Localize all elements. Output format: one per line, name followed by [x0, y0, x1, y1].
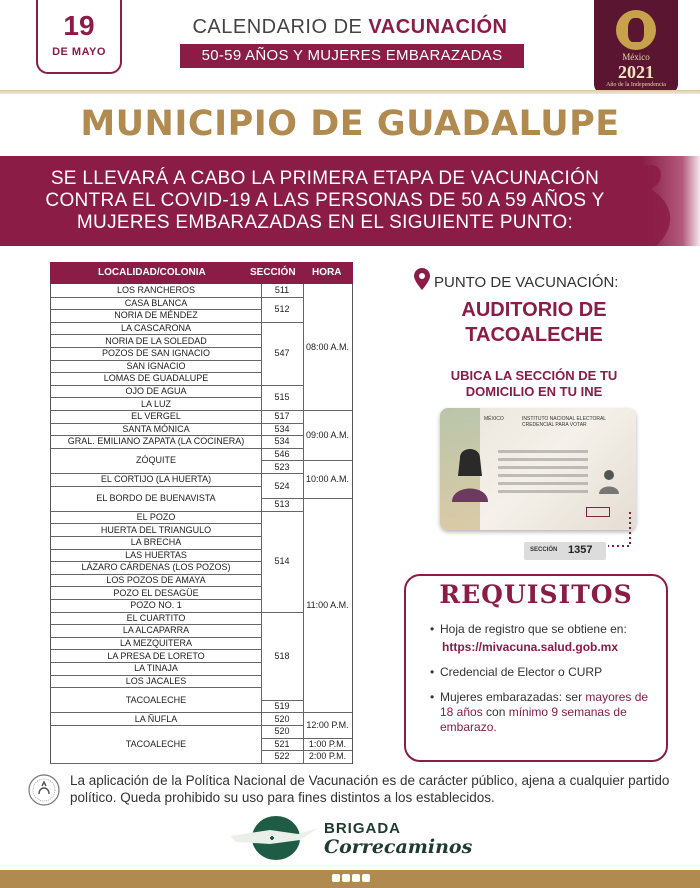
- title-bold: VACUNACIÓN: [368, 16, 508, 38]
- hora-cell: 08:00 A.M.: [305, 342, 350, 352]
- mexico-2021-logo: [594, 0, 678, 94]
- hora-cell: 1:00 P.M.: [308, 738, 347, 749]
- brigada-title: BRIGADA: [324, 820, 401, 837]
- location-pin-icon: [414, 268, 430, 290]
- ine-small-photo-icon: [598, 466, 620, 494]
- seccion-cell: 534: [274, 436, 290, 447]
- dotted-connector: [608, 512, 634, 552]
- seccion-cell: 513: [274, 499, 290, 510]
- localidad-cell: LÁZARO CÁRDENAS (LOS POZOS): [81, 562, 231, 573]
- localidad-cell: LOS JACALES: [125, 675, 187, 686]
- registration-link[interactable]: https://mivacuna.salud.gob.mx: [442, 640, 619, 654]
- social-icons: [332, 874, 370, 884]
- calendar-subtitle: 50-59 AÑOS Y MUJERES EMBARAZADAS: [180, 44, 524, 68]
- localidad-cell: LA BRECHA: [130, 537, 182, 548]
- section-callout-value: 1357: [568, 544, 593, 556]
- localidad-cell: LA ALCAPARRA: [122, 625, 190, 636]
- section-number-callout: [524, 542, 606, 560]
- localidad-cell: LOMAS DE GUADALUPE: [103, 373, 209, 384]
- logo-caption: Año de la Independencia: [606, 82, 666, 88]
- localidad-cell: LA LUZ: [140, 398, 171, 409]
- facebook-icon[interactable]: [332, 874, 340, 882]
- ine-card-image: [440, 408, 636, 530]
- localidad-cell: LA ÑUFLA: [134, 713, 178, 724]
- calendar-title: [150, 16, 550, 39]
- localidad-cell: POZOS DE SAN IGNACIO: [101, 348, 211, 359]
- logo-country: México: [622, 52, 650, 62]
- localidad-cell: LAS HUERTAS: [125, 549, 187, 560]
- localidad-cell: EL CUARTITO: [126, 612, 186, 623]
- twitter-icon[interactable]: [342, 874, 350, 882]
- seccion-cell: 514: [274, 556, 290, 567]
- localidad-cell: ZÓQUITE: [136, 455, 176, 466]
- hora-cell: 2:00 P.M.: [308, 751, 347, 762]
- ine-photo-icon: [450, 442, 490, 502]
- requisitos-title: REQUISITOS: [439, 580, 633, 609]
- locate-section-text: UBICA LA SECCIÓN DE TU DOMICILIO EN TU INE: [450, 368, 618, 399]
- column-divider: [261, 284, 262, 763]
- localidad-cell: TACOALECHE: [125, 694, 187, 705]
- column-divider: [303, 284, 304, 763]
- municipio-title: MUNICIPIO DE GUADALUPE: [80, 104, 620, 144]
- localidad-cell: LA MEZQUITERA: [119, 638, 192, 649]
- localidad-cell: POZO NO. 1: [130, 600, 182, 611]
- roadrunner-logo-icon: [230, 814, 320, 862]
- requisito-edad: mayores de 18 años: [440, 690, 649, 719]
- seccion-cell: 520: [274, 713, 290, 724]
- localidad-cell: GRAL. EMILIANO ZAPATA (LA COCINERA): [67, 436, 245, 447]
- hora-cell: 11:00 A.M.: [306, 600, 349, 611]
- header-seccion: SECCIÓN: [250, 267, 296, 278]
- localidad-cell: EL CORTIJO (LA HUERTA): [100, 474, 212, 485]
- seccion-cell: 520: [274, 726, 290, 737]
- instagram-icon[interactable]: [352, 874, 360, 882]
- seccion-cell: 546: [274, 449, 290, 460]
- requisito-semanas: mínimo 9 semanas de embarazo.: [440, 705, 627, 734]
- disclaimer-text: La aplicación de la Política Nacional de Vacunación es de carácter público, ajena a cualquier partido político. Queda prohibido su uso para fines distintos a los establecidos.: [70, 773, 670, 805]
- header-localidad: LOCALIDAD/COLONIA: [98, 267, 206, 278]
- hora-cell: 10:00 A.M.: [305, 474, 350, 485]
- ine-data-lines: [498, 450, 588, 498]
- youtube-icon[interactable]: [362, 874, 370, 882]
- seccion-cell: 534: [274, 423, 290, 434]
- localidad-cell: LA TINAJA: [134, 663, 178, 674]
- brigada-subtitle: Correcaminos: [324, 836, 473, 858]
- table-body: [50, 284, 353, 764]
- localidad-cell: EL BORDO DE BUENAVISTA: [96, 493, 216, 504]
- localidad-cell: HUERTA DEL TRIANGULO: [100, 524, 212, 535]
- seccion-cell: 547: [274, 348, 290, 359]
- hora-cell: 09:00 A.M.: [305, 430, 350, 441]
- ine-country: MÉXICO: [484, 416, 504, 422]
- row-divider: [51, 763, 261, 764]
- table-header: [50, 262, 353, 284]
- localidad-cell: TACOALECHE: [125, 738, 187, 749]
- seccion-cell: 521: [274, 738, 290, 749]
- localidad-cell: SAN IGNACIO: [126, 360, 186, 371]
- seccion-cell: 515: [274, 392, 290, 403]
- localidad-cell: POZO EL DESAGÜE: [113, 587, 199, 598]
- seccion-cell: 524: [274, 480, 290, 491]
- date-month: DE MAYO: [52, 46, 106, 58]
- localidad-cell: LA CASCARONA: [120, 323, 192, 334]
- seccion-cell: 517: [274, 411, 290, 422]
- date-day: 19: [63, 10, 95, 41]
- header-divider: [0, 90, 700, 94]
- seccion-cell: 512: [274, 304, 290, 315]
- localidad-cell: LOS RANCHEROS: [116, 285, 196, 296]
- requisito-embarazadas-mid: con: [482, 705, 509, 719]
- localidad-cell: EL VERGEL: [131, 411, 181, 422]
- seccion-cell: 522: [274, 751, 290, 762]
- title-prefix: CALENDARIO DE: [192, 16, 369, 38]
- seccion-cell: 519: [274, 701, 290, 712]
- announcement-text: SE LLEVARÁ A CABO LA PRIMERA ETAPA DE VACUNACIÓN CONTRA EL COVID-19 A LAS PERSONAS DE 50 A 59 AÑOS Y MUJERES EMBARAZADAS EN EL SIGUIENTE PUNTO:: [45, 168, 605, 233]
- seccion-cell: 523: [274, 461, 290, 472]
- localidad-cell: CASA BLANCA: [124, 297, 188, 308]
- punto-label: PUNTO DE VACUNACIÓN:: [434, 274, 619, 291]
- localidad-cell: NORIA DE MÉNDEZ: [114, 310, 198, 321]
- localidad-cell: LOS POZOS DE AMAYA: [106, 575, 206, 586]
- requisito-embarazadas: [430, 690, 656, 735]
- localidad-cell: OJO DE AGUA: [125, 386, 187, 397]
- hora-cell: 12:00 P.M.: [306, 719, 349, 730]
- localidad-cell: SANTA MÓNICA: [122, 423, 190, 434]
- requisitos-list: [430, 622, 656, 745]
- row-divider: [303, 763, 352, 764]
- requisito-embarazadas-prefix: Mujeres embarazadas: ser: [440, 690, 586, 704]
- requisito-registro: [430, 622, 656, 655]
- date-badge: [36, 0, 122, 74]
- schedule-table: [50, 262, 353, 764]
- venue-name: AUDITORIO DE TACOALECHE: [461, 299, 607, 346]
- seccion-cell: 511: [274, 285, 290, 296]
- eagle-emblem-icon: [616, 10, 656, 50]
- ine-institution: INSTITUTO NACIONAL ELECTORAL CREDENCIAL PARA VOTAR: [522, 416, 606, 428]
- requisito-credencial: • Credencial de Elector o CURP: [430, 665, 656, 680]
- section-callout-label: SECCIÓN: [530, 547, 558, 553]
- coat-of-arms-icon: [28, 774, 60, 806]
- row-divider: [261, 763, 303, 764]
- header-hora: HORA: [312, 267, 342, 278]
- localidad-cell: NORIA DE LA SOLEDAD: [105, 335, 207, 346]
- seccion-cell: 518: [274, 650, 290, 661]
- pregnant-woman-icon: [616, 156, 686, 246]
- requisito-registro-text: Hoja de registro que se obtiene en:: [440, 622, 627, 636]
- localidad-cell: LA PRESA DE LORETO: [107, 650, 205, 661]
- ine-section-highlight: [586, 507, 610, 517]
- logo-year: 2021: [618, 62, 654, 82]
- localidad-cell: EL POZO: [136, 512, 176, 523]
